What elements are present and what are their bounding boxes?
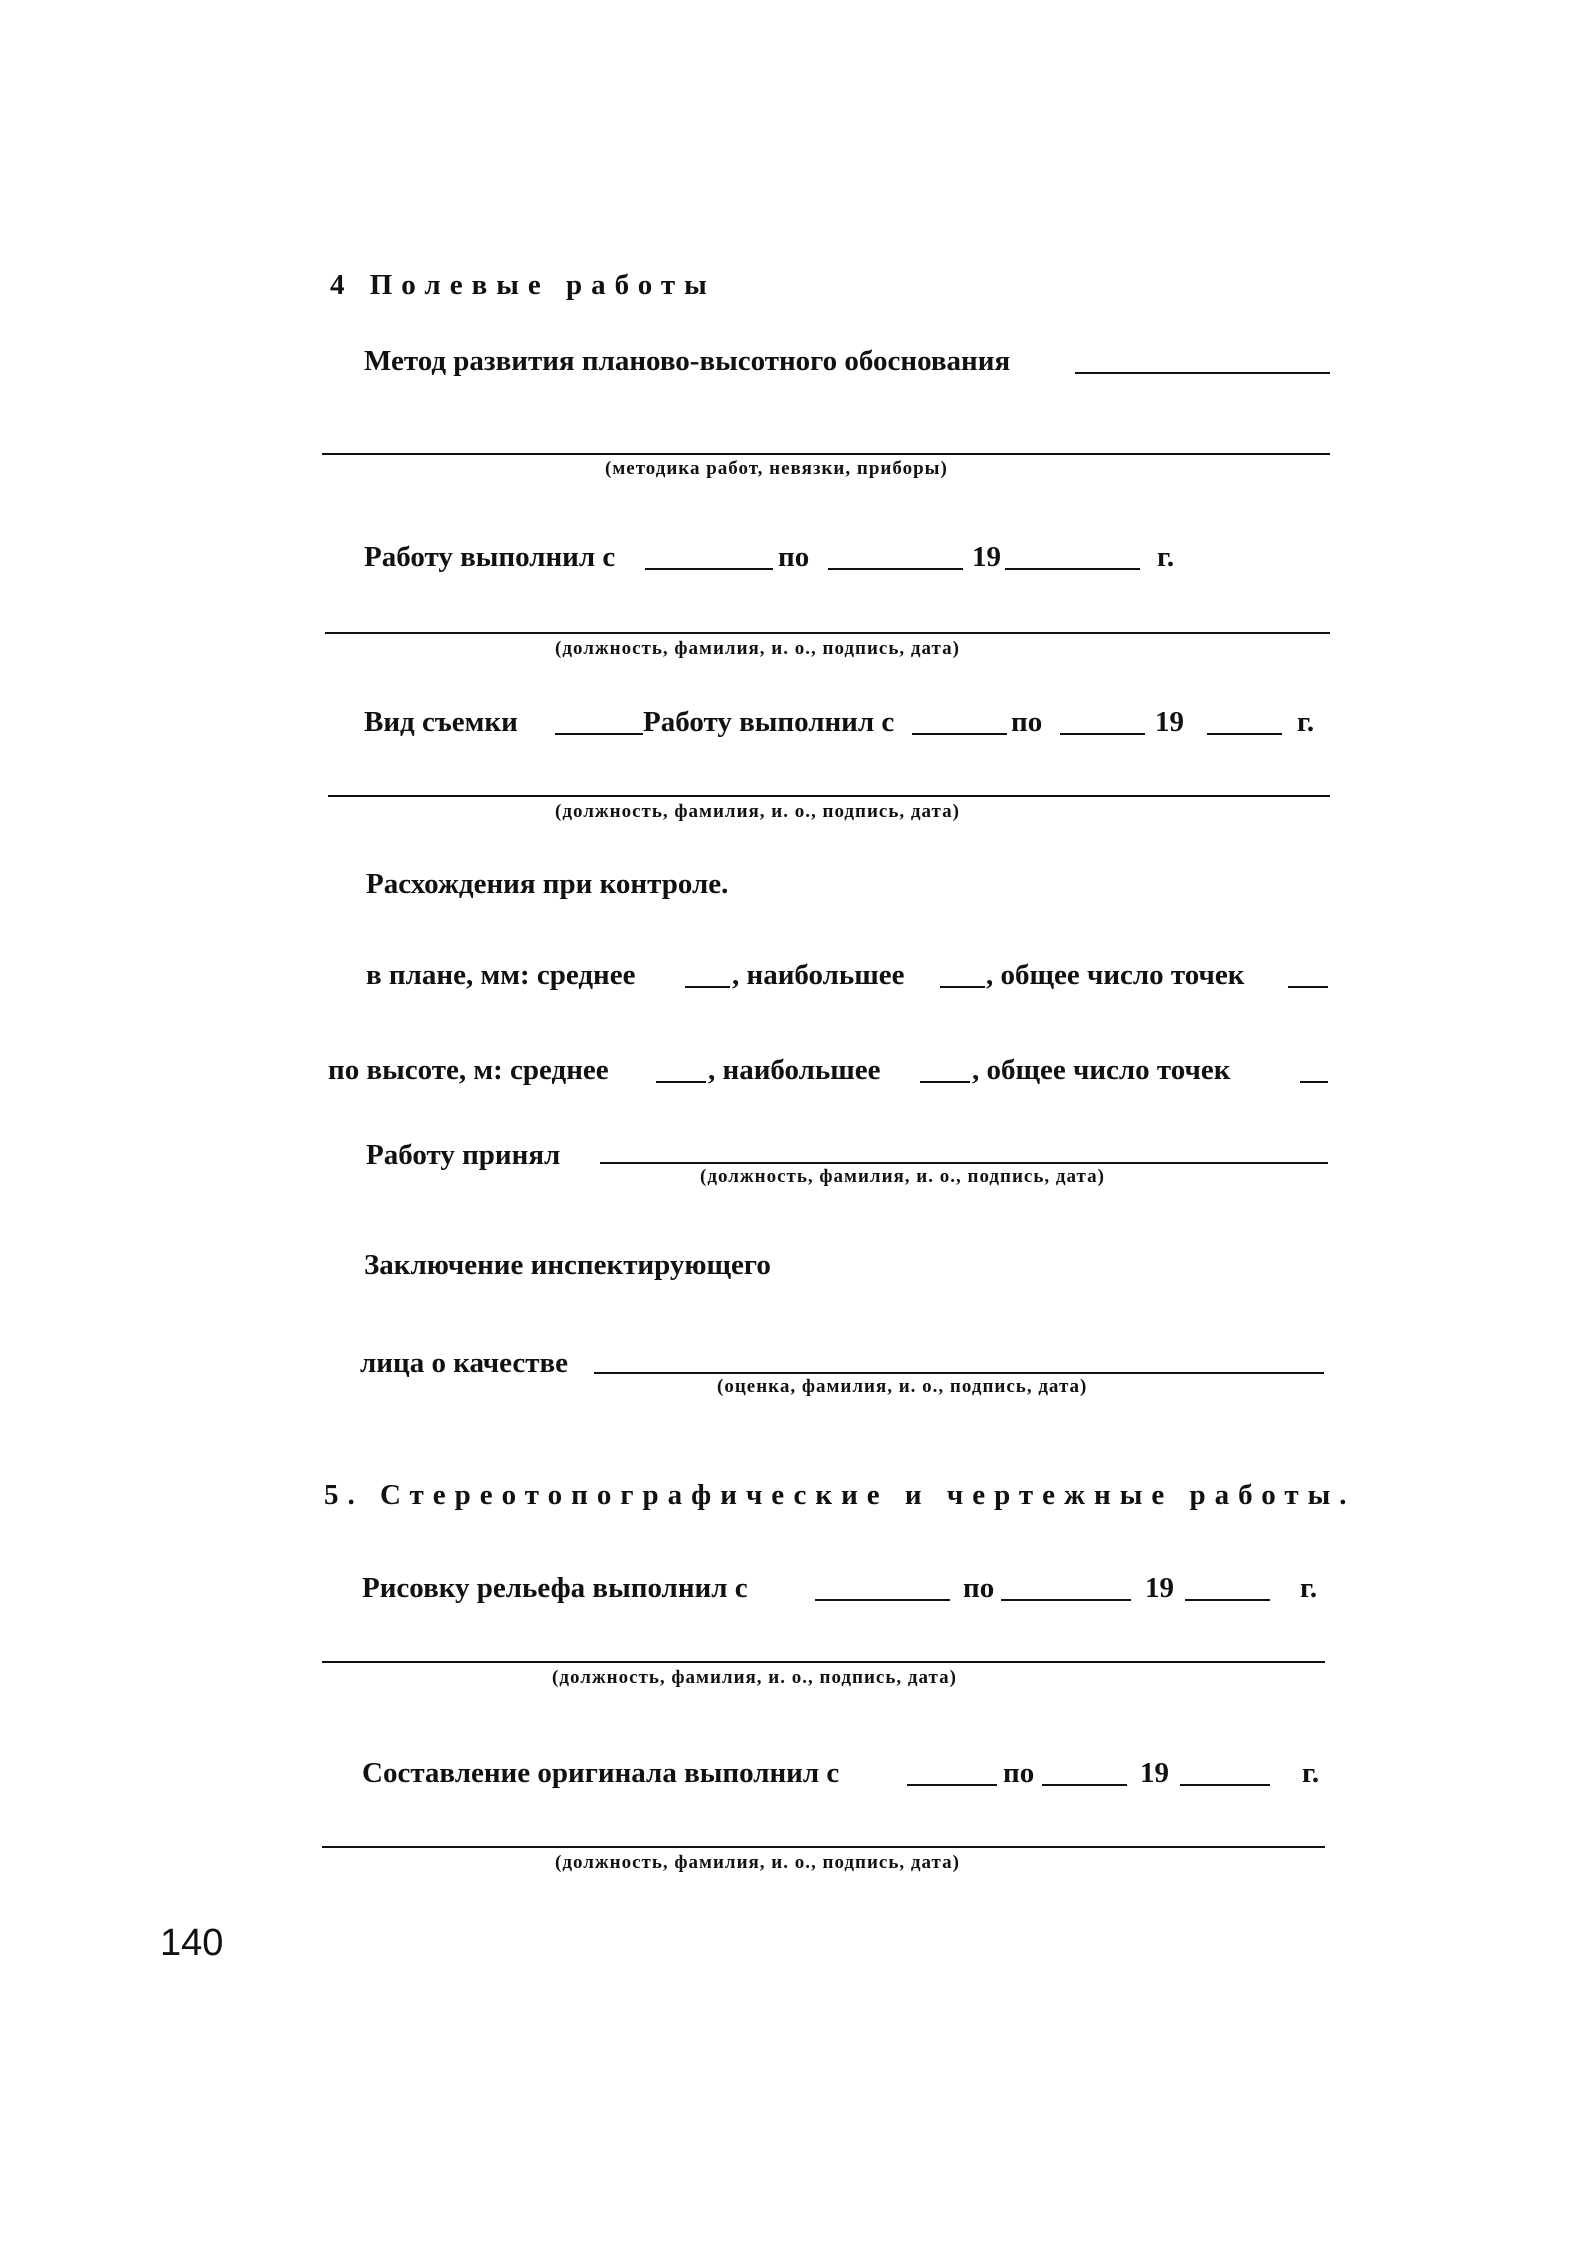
survey-work-label: Работу выполнил с [643, 706, 895, 738]
plan-max-label: , наибольшее [732, 959, 905, 991]
work1-year-field[interactable] [1005, 568, 1140, 570]
plan-total-field[interactable] [1288, 986, 1328, 988]
survey-to-field[interactable] [1060, 733, 1145, 735]
height-total-label: , общее число точек [972, 1054, 1231, 1086]
section-4-heading: 4 Полевые работы [330, 269, 716, 301]
relief-to-field[interactable] [1001, 1599, 1131, 1601]
work1-year-prefix: 19 [972, 541, 1001, 573]
height-label: по высоте, м: среднее [328, 1054, 609, 1086]
relief-label: Рисовку рельефа выполнил с [362, 1572, 748, 1604]
height-avg-field[interactable] [656, 1081, 706, 1083]
work1-signature-line[interactable] [325, 632, 1330, 634]
relief-signature-line[interactable] [322, 1661, 1325, 1663]
survey-po: по [1011, 706, 1043, 738]
section-5-heading: 5. Стереотопографические и чертежные работы. [324, 1479, 1356, 1511]
inspector-caption: (оценка, фамилия, и. о., подпись, дата) [717, 1376, 1088, 1397]
work1-to-field[interactable] [828, 568, 963, 570]
relief-po: по [963, 1572, 995, 1604]
survey-g: г. [1297, 706, 1315, 738]
original-year-field[interactable] [1180, 1784, 1270, 1786]
accepted-caption: (должность, фамилия, и. о., подпись, дата) [700, 1166, 1105, 1187]
work1-po: по [778, 541, 810, 573]
height-max-field[interactable] [920, 1081, 970, 1083]
inspector-label-2: лица о качестве [360, 1347, 569, 1379]
work1-caption: (должность, фамилия, и. о., подпись, дата) [555, 638, 960, 659]
plan-label: в плане, мм: среднее [366, 959, 636, 991]
method-label: Метод развития планово-высотного обоснования [364, 345, 1011, 377]
original-to-field[interactable] [1042, 1784, 1127, 1786]
survey-label: Вид съемки [364, 706, 518, 738]
work1-from-field[interactable] [645, 568, 773, 570]
relief-year-prefix: 19 [1145, 1572, 1174, 1604]
page-number: 140 [160, 1922, 224, 1964]
relief-year-field[interactable] [1185, 1599, 1270, 1601]
plan-avg-field[interactable] [685, 986, 730, 988]
inspector-signature-line[interactable] [594, 1372, 1324, 1374]
original-year-prefix: 19 [1140, 1757, 1169, 1789]
inspector-label-1: Заключение инспектирующего [364, 1249, 771, 1281]
plan-total-label: , общее число точек [986, 959, 1245, 991]
discrepancy-label: Расхождения при контроле. [366, 868, 729, 900]
work1-label: Работу выполнил с [364, 541, 616, 573]
relief-g: г. [1300, 1572, 1318, 1604]
survey-caption: (должность, фамилия, и. о., подпись, дата) [555, 801, 960, 822]
method-field[interactable] [1075, 372, 1330, 374]
original-caption: (должность, фамилия, и. о., подпись, дата) [555, 1852, 960, 1873]
survey-from-field[interactable] [912, 733, 1007, 735]
height-max-label: , наибольшее [708, 1054, 881, 1086]
survey-year-prefix: 19 [1155, 706, 1184, 738]
original-label: Составление оригинала выполнил с [362, 1757, 840, 1789]
method-caption: (методика работ, невязки, приборы) [605, 458, 948, 479]
relief-caption: (должность, фамилия, и. о., подпись, дата) [552, 1667, 957, 1688]
method-field-line[interactable] [322, 453, 1330, 455]
work1-g: г. [1157, 541, 1175, 573]
plan-max-field[interactable] [940, 986, 985, 988]
original-po: по [1003, 1757, 1035, 1789]
survey-type-field[interactable] [555, 733, 643, 735]
accepted-label: Работу принял [366, 1139, 561, 1171]
original-g: г. [1302, 1757, 1320, 1789]
height-total-field[interactable] [1300, 1081, 1328, 1083]
original-signature-line[interactable] [322, 1846, 1325, 1848]
original-from-field[interactable] [907, 1784, 997, 1786]
accepted-signature-line[interactable] [600, 1162, 1328, 1164]
relief-from-field[interactable] [815, 1599, 950, 1601]
survey-signature-line[interactable] [328, 795, 1330, 797]
survey-year-field[interactable] [1207, 733, 1282, 735]
